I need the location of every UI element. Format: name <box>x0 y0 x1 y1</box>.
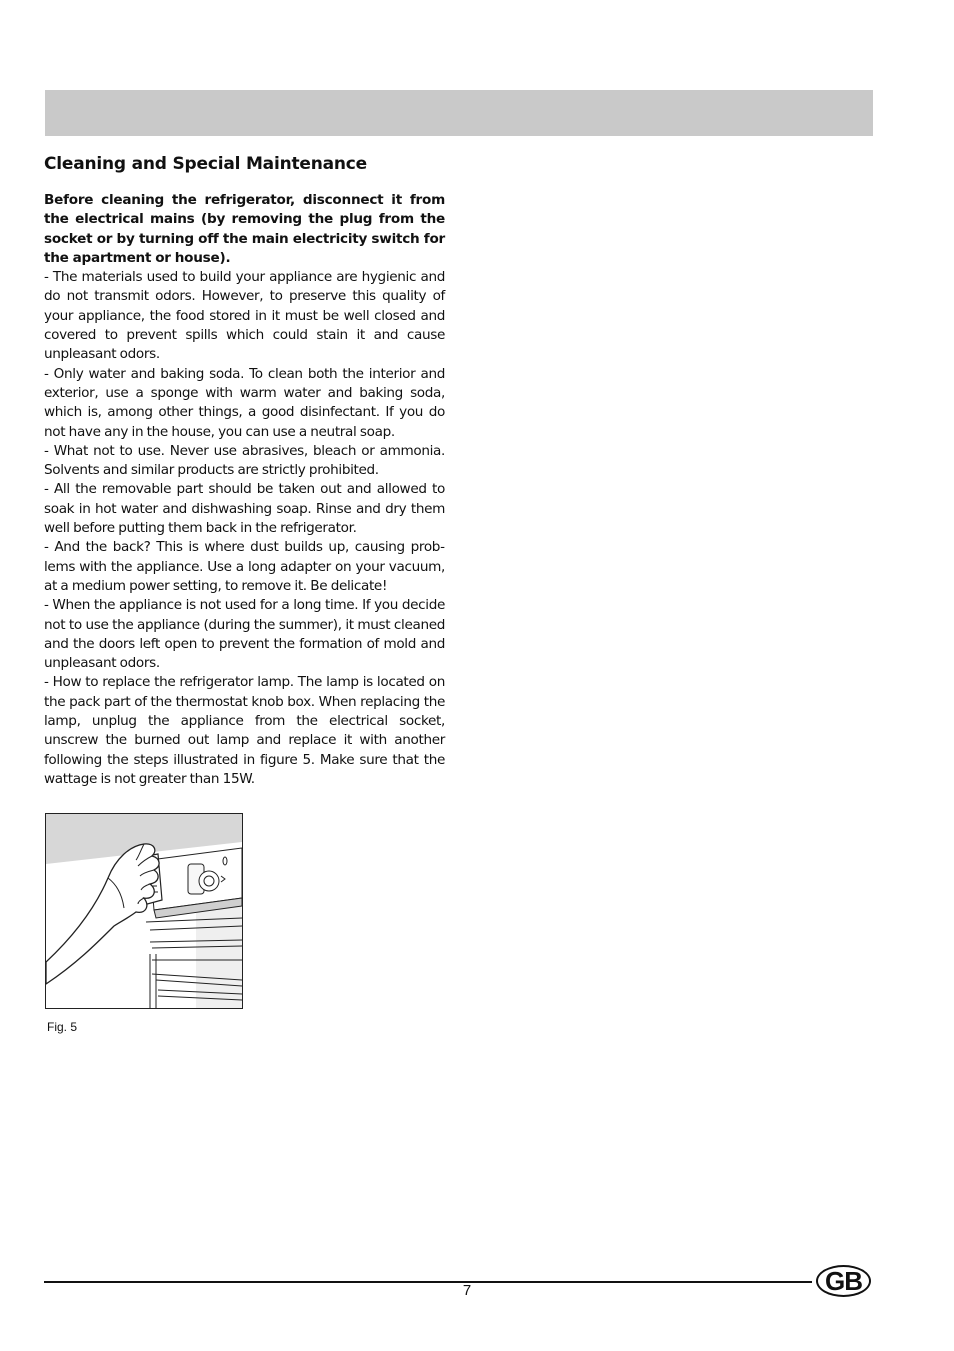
lamp-replacement-drawing <box>46 814 242 1008</box>
thermostat-knob <box>199 871 219 891</box>
figure-5-illustration <box>45 813 243 1009</box>
header-band <box>45 90 873 136</box>
hand-illustration <box>46 844 159 984</box>
language-badge: GB <box>816 1265 871 1297</box>
paragraph-water-baking-soda: - Only water and baking soda. To clean both the interior and exterior, use a sponge with warm water and baking soda, which is, among other things, a good disinfectant. If you do not have any in the house, you can use a neutral soap. <box>44 365 445 440</box>
figure-caption: Fig. 5 <box>47 1020 78 1034</box>
paragraph-materials: - The materials used to build your appliance are hygienic and do not transmit odors. However, to preserve this quality of your appliance, the food stored in it must be well closed and covered to prevent spills which could stain it and cause unpleasant odors. <box>44 269 445 363</box>
page-number: 7 <box>462 1282 472 1299</box>
footer-rule <box>44 1281 812 1283</box>
safety-lead-paragraph: Before cleaning the refrigerator, disconnect it from the electrical mains (by removing the plug from the socket or by turning off the main electricity switch for the apartment or house). <box>44 192 445 266</box>
paragraph-replace-lamp: - How to replace the refrigerator lamp. The lamp is located on the pack part of the thermostat knob box. When replacing the lamp, unplug the appliance from the electrical socket, unscrew the burned out lamp and replace it with another following the steps illustrated in figure 5. Make sure that the wattage is not greater than 15W. <box>44 674 445 787</box>
paragraph-what-not-to-use: - What not to use. Never use abrasives, bleach or ammonia. Solvents and similar products are strictly prohibited. <box>44 442 445 479</box>
paragraph-not-used-long-time: - When the appliance is not used for a long time. If you decide not to use the appliance (during the summer), it must cleaned and the doors left open to prevent the formation of mold and unpleasant odors. <box>44 597 445 672</box>
paragraph-back-dust: - And the back? This is where dust builds up, causing problems with the appliance. Use a long adapter on your vacuum, at a medium power setting, to remove it. Be delicate! <box>44 539 445 594</box>
paragraph-removable-parts: - All the removable part should be taken out and allowed to soak in hot water and dishwashing soap. Rinse and dry them well before putting them back in the refrigerator. <box>44 481 445 537</box>
body-text <box>44 191 445 789</box>
section-title: Cleaning and Special Maintenance <box>44 154 368 174</box>
